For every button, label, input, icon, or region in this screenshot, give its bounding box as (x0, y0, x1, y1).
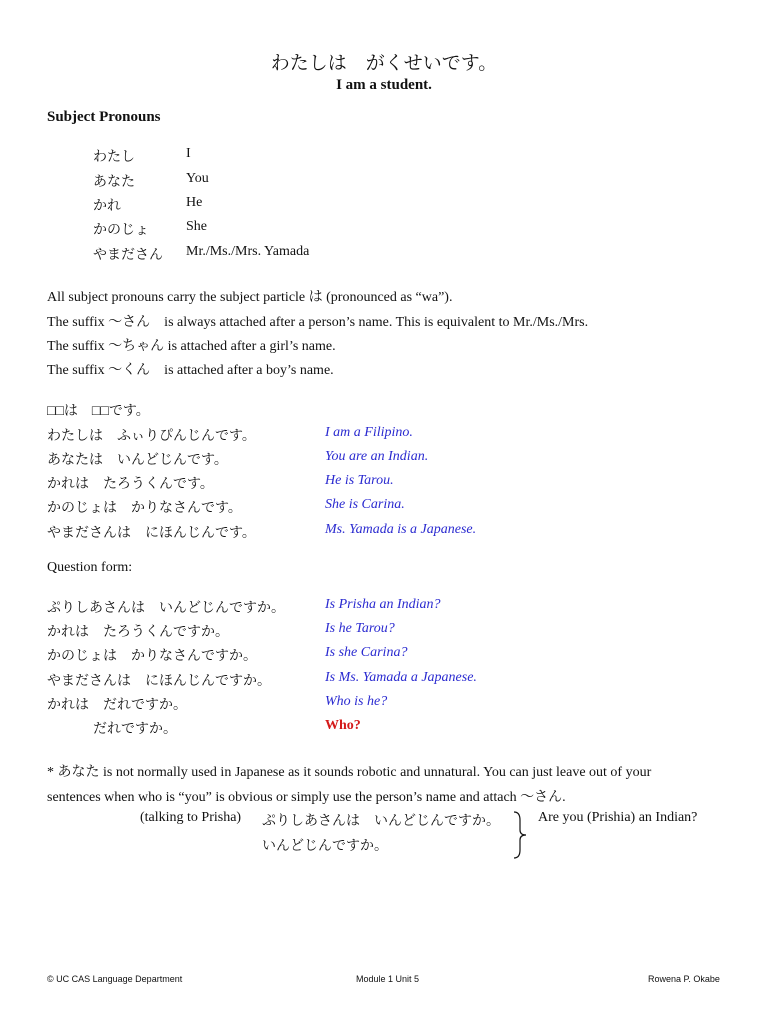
question-row (0, 621, 768, 641)
pronoun-jp: かのじょ (93, 223, 149, 238)
question-row (0, 718, 768, 738)
page-subtitle: I am a student. (336, 77, 432, 93)
question-row (0, 670, 768, 690)
pronoun-row (0, 195, 768, 215)
pronoun-jp: かれ (93, 199, 121, 214)
pronoun-en: He (186, 195, 203, 210)
usage-note-line: sentences when who is “you” is obvious or simply use the person’s name and attach 〜さん. (47, 790, 566, 805)
context-label: (talking to Prisha) (140, 810, 242, 825)
example-row (0, 522, 768, 542)
example-jp: かのじょは かりなさんです。 (47, 501, 242, 516)
question-jp: かれは たろうくんですか。 (47, 625, 229, 640)
question-jp: かれは だれですか。 (47, 698, 187, 713)
footer-left: © UC CAS Language Department (47, 974, 183, 984)
question-row (0, 645, 768, 665)
example-jp: ぷりしあさんは いんどじんですか。 (262, 814, 500, 829)
pronoun-row (0, 219, 768, 239)
question-jp: かのじょは かりなさんですか。 (47, 649, 257, 664)
pronoun-en: Mr./Ms./Mrs. Yamada (186, 244, 310, 259)
question-en-highlight: Who? (325, 718, 361, 733)
section-heading-question-form: Question form: (47, 560, 133, 575)
pronoun-en: You (186, 171, 209, 186)
pronoun-row (0, 244, 768, 264)
example-jp: わたしは ふぃりぴんじんです。 (47, 429, 256, 444)
pronoun-row (0, 146, 768, 166)
footer-center: Module 1 Unit 5 (356, 974, 420, 984)
example-jp: やまださんは にほんじんです。 (47, 526, 256, 541)
question-en: Is she Carina? (325, 645, 408, 660)
note-line: The suffix 〜くん is attached after a boy’s name. (47, 363, 334, 378)
question-jp: だれですか。 (93, 722, 177, 737)
curly-brace-icon (512, 810, 528, 860)
note-line: All subject pronouns carry the subject particle は (pronounced as “wa”). (47, 290, 453, 305)
pronoun-en: I (186, 146, 191, 161)
section-heading-subject-pronouns: Subject Pronouns (47, 109, 161, 125)
pronoun-en: She (186, 219, 207, 234)
example-en: She is Carina. (325, 497, 405, 512)
example-row (0, 449, 768, 469)
question-row (0, 694, 768, 714)
pronoun-row (0, 171, 768, 191)
example-jp: あなたは いんどじんです。 (47, 453, 228, 468)
translation-text: Are you (Prishia) an Indian? (538, 810, 698, 825)
footer-right: Rowena P. Okabe (648, 974, 720, 984)
example-en: I am a Filipino. (325, 425, 413, 440)
usage-note-line: * あなた is not normally used in Japanese as it sounds robotic and unnatural. You can just leave out of your (47, 765, 652, 780)
note-line: The suffix 〜ちゃん is attached after a girl’s name. (47, 339, 336, 354)
question-en: Is Prisha an Indian? (325, 597, 441, 612)
question-en: Is Ms. Yamada a Japanese. (325, 670, 477, 685)
pronoun-jp: わたし (93, 150, 135, 165)
pronoun-jp: やまださん (93, 248, 163, 263)
pronoun-jp: あなた (93, 175, 135, 190)
sentence-pattern: □□は □□です。 (47, 404, 150, 419)
example-en: You are an Indian. (325, 449, 429, 464)
question-jp: やまださんは にほんじんですか。 (47, 674, 271, 689)
question-jp: ぷりしあさんは いんどじんですか。 (47, 601, 285, 616)
question-row (0, 597, 768, 617)
page-title: わたしは がくせいです。 (270, 53, 498, 74)
note-line: The suffix 〜さん is always attached after a person’s name. This is equivalent to Mr./Ms./Mrs. (47, 315, 589, 330)
example-en: Ms. Yamada is a Japanese. (325, 522, 477, 537)
example-row (0, 497, 768, 517)
example-jp: かれは たろうくんです。 (47, 477, 214, 492)
question-en: Is he Tarou? (325, 621, 395, 636)
example-en: He is Tarou. (325, 473, 394, 488)
question-en: Who is he? (325, 694, 388, 709)
example-jp: いんどじんですか。 (262, 839, 388, 854)
example-row (0, 425, 768, 445)
example-row (0, 473, 768, 493)
